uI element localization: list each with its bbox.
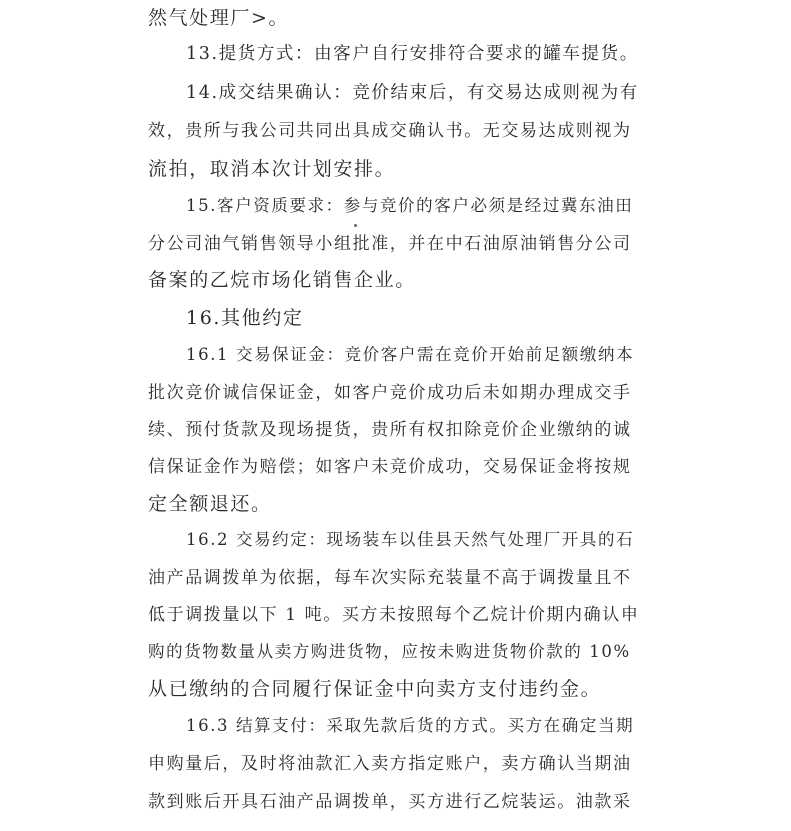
text-line-13: 信保证金作为赔偿；如客户未竞价成功，交易保证金将按规 bbox=[148, 457, 632, 477]
text-line-5: 流拍，取消本次计划安排。 bbox=[148, 158, 396, 180]
text-line-1: 然气处理厂>。 bbox=[148, 7, 290, 29]
text-line-9: 16.其他约定 bbox=[186, 307, 304, 329]
text-line-3: 14.成交结果确认：竞价结束后，有交易达成则视为有 bbox=[186, 83, 639, 103]
text-line-16: 油产品调拨单为依据，每车次实际充装量不高于调拨量且不 bbox=[148, 568, 632, 588]
text-line-14: 定全额退还。 bbox=[148, 493, 272, 515]
text-line-22: 款到账后开具石油产品调拨单，买方进行乙烷装运。油款采 bbox=[148, 792, 632, 812]
text-line-4: 效，贵所与我公司共同出具成交确认书。无交易达成则视为 bbox=[148, 121, 632, 141]
text-line-20: 16.3 结算支付：采取先款后货的方式。买方在确定当期 bbox=[186, 716, 635, 735]
text-line-12: 续、预付货款及现场提货，贵所有权扣除竞价企业缴纳的诚 bbox=[148, 420, 632, 440]
scan-speck bbox=[354, 224, 357, 227]
text-line-21: 申购量后，及时将油款汇入卖方指定账户，卖方确认当期油 bbox=[148, 754, 632, 774]
text-line-11: 批次竞价诚信保证金，如客户竞价成功后未如期办理成交手 bbox=[148, 383, 632, 403]
text-line-10: 16.1 交易保证金：竞价客户需在竞价开始前足额缴纳本 bbox=[186, 345, 635, 364]
text-line-17: 低于调拨量以下 1 吨。买方未按照每个乙烷计价期内确认申 bbox=[148, 605, 640, 625]
text-line-15: 16.2 交易约定：现场装车以佳县天然气处理厂开具的石 bbox=[186, 530, 635, 549]
text-line-19: 从已缴纳的合同履行保证金中向卖方支付违约金。 bbox=[148, 678, 602, 700]
text-line-6: 15.客户资质要求：参与竞价的客户必须是经过冀东油田 bbox=[186, 196, 634, 215]
text-line-18: 购的货物数量从卖方购进货物，应按未购进货物价款的 10% bbox=[148, 642, 631, 661]
text-line-2: 13.提货方式：由客户自行安排符合要求的罐车提货。 bbox=[186, 44, 639, 64]
text-line-7: 分公司油气销售领导小组批准，并在中石油原油销售分公司 bbox=[148, 234, 632, 254]
text-line-8: 备案的乙烷市场化销售企业。 bbox=[148, 269, 416, 291]
